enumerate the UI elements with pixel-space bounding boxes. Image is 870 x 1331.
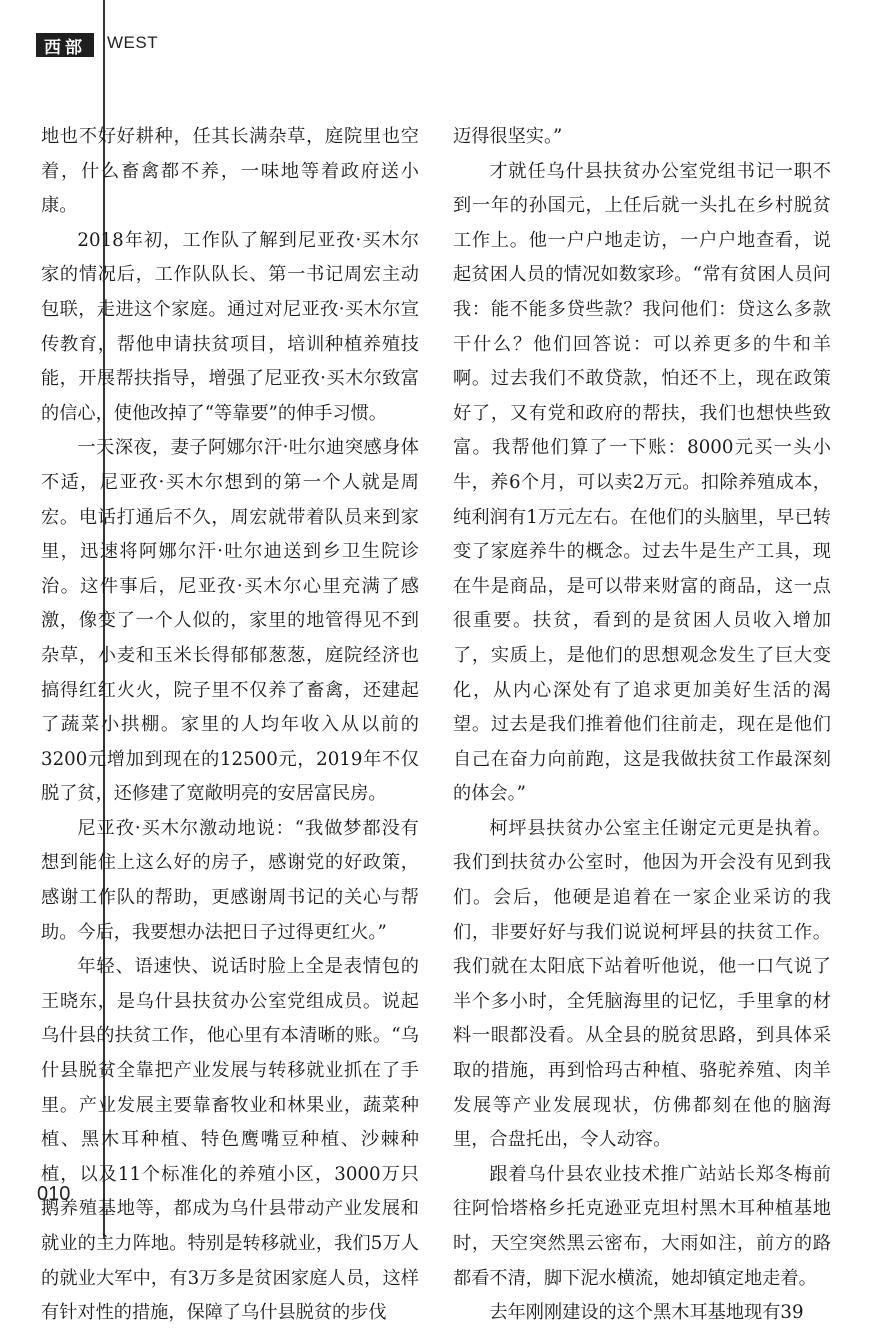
page-number: 010: [37, 1183, 71, 1205]
paragraph: 地也不好好耕种，任其长满杂草，庭院里也空着，什么畜禽都不养，一味地等着政府送小康。: [41, 126, 419, 217]
magazine-logo: 西部: [36, 33, 94, 57]
paragraph: 尼亚孜·买木尔激动地说：“我做梦都没有想到能住上这么好的房子，感谢党的好政策，感谢工作队的帮助，更感谢周书记的关心与帮助。今后，我要想办法把日子过得更红火。”: [41, 817, 419, 943]
paragraph: 一天深夜，妻子阿娜尔汗·吐尔迪突感身体不适，尼亚孜·买木尔想到的第一个人就是周宏。电话打通后不久，周宏就带着队员来到家里，迅速将阿娜尔汗·吐尔迪送到乡卫生院诊治。这件事后，尼亚孜·买木尔心里充满了感激，像变了一个人似的，家里的地管得见不到杂草，小麦和玉米长得郁郁葱葱，庭院经济也搞得红红火火，院子里不仅养了畜禽，还建起了蔬菜小拱棚。家里的人均年收入从以前的3200元增加到现在的12500元，2019年不仅脱了贫，还修建了宽敞明亮的安居富民房。: [41, 437, 419, 805]
right-column: [453, 120, 831, 1331]
paragraph: 去年刚刚建设的这个黑木耳基地现有39: [489, 1302, 804, 1324]
paragraph: 柯坪县扶贫办公室主任谢定元更是执着。我们到扶贫办公室时，他因为开会没有见到我们。会后，他硬是追着在一家企业采访的我们，非要好好与我们说说柯坪县的扶贫工作。我们就在太阳底下站着听他说，他一口气说了半个多小时，全凭脑海里的记忆，手里拿的材料一眼都没看。从全县的脱贫思路，到具体采取的措施，再到恰玛古种植、骆驼养殖、肉羊发展等产业发展现状，仿佛都刻在他的脑海里，合盘托出，令人动容。: [453, 817, 831, 1151]
paragraph: 才就任乌什县扶贫办公室党组书记一职不到一年的孙国元，上任后就一头扎在乡村脱贫工作上。他一户户地走访，一户户地查看，说起贫困人员的情况如数家珍。“常有贫困人员问我：能不能多贷些款？我问他们：贷这么多款干什么？他们回答说：可以养更多的牛和羊啊。过去我们不敢贷款，怕还不上，现在政策好了，又有党和政府的帮扶，我们也想快些致富。我帮他们算了一下账：8000元买一头小牛，养6个月，可以卖2万元。扣除养殖成本，纯利润有1万元左右。在他们的头脑里，早已转变了家庭养牛的概念。过去牛是生产工具，现在牛是商品，是可以带来财富的商品，这一点很重要。扶贫，看到的是贫困人员收入增加了，实质上，是他们的思想观念发生了巨大变化，从内心深处有了追求更加美好生活的渴望。过去是我们推着他们往前走，现在是他们自己在奋力向前跑，这是我做扶贫工作最深刻的体会。”: [453, 160, 831, 805]
left-column: [41, 120, 419, 1331]
paragraph: 年轻、语速快、说话时脸上全是表情包的王晓东，是乌什县扶贫办公室党组成员。说起乌什县的扶贫工作，他心里有本清晰的账。“乌什县脱贫全靠把产业发展与转移就业抓在了手里。产业发展主要靠畜牧业和林果业，蔬菜种植、黑木耳种植、特色鹰嘴豆种植、沙棘种植，以及11个标准化的养殖小区，3000万只鹅养殖基地等，都成为乌什县带动产业发展和就业的主力阵地。特别是转移就业，我们5万人的就业大军中，有3万多是贫困家庭人员，这样有针对性的措施，保障了乌什县脱贫的步伐: [41, 956, 419, 1324]
paragraph: 迈得很坚实。”: [453, 126, 563, 147]
paragraph: 跟着乌什县农业技术推广站站长郑冬梅前往阿恰塔格乡托克逊亚克坦村黑木耳种植基地时，天空突然黑云密布，大雨如注，前方的路都看不清，脚下泥水横流，她却镇定地走着。: [453, 1163, 831, 1289]
paragraph: 2018年初，工作队了解到尼亚孜·买木尔家的情况后，工作队队长、第一书记周宏主动包联，走进这个家庭。通过对尼亚孜·买木尔宣传教育，帮他申请扶贫项目，培训种植养殖技能，开展帮扶指导，增强了尼亚孜·买木尔致富的信心，使他改掉了“等靠要”的伸手习惯。: [41, 229, 419, 424]
section-label: WEST: [107, 33, 159, 52]
page-header: [36, 31, 94, 59]
